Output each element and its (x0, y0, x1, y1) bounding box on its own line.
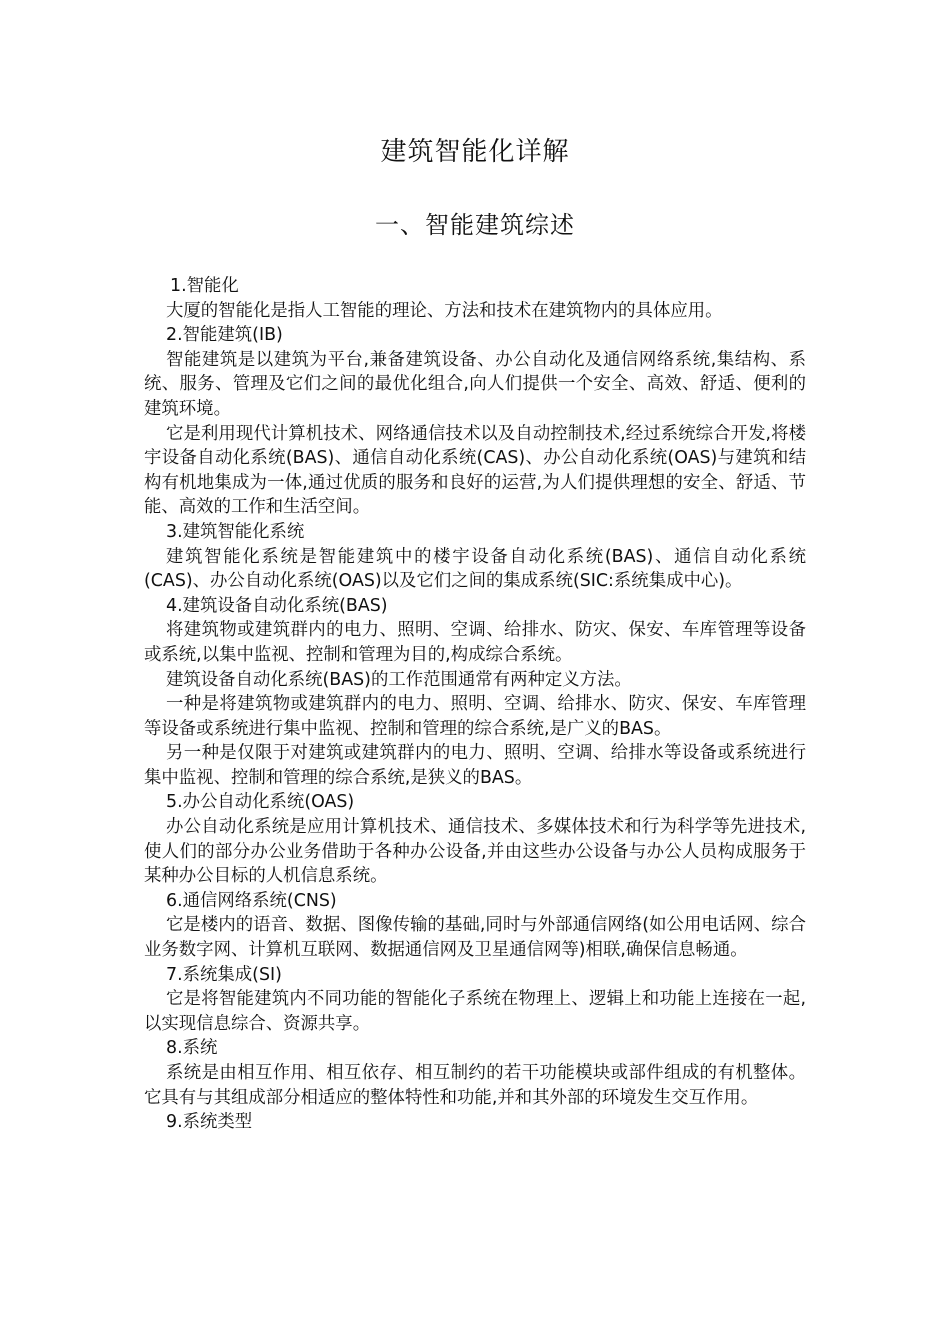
document-title: 建筑智能化详解 (380, 137, 570, 167)
heading-9: 9.系统类型 (166, 1112, 253, 1133)
heading-4: 4.建筑设备自动化系统(BAS) (166, 595, 388, 616)
heading-8: 8.系统 (166, 1038, 218, 1059)
section-title: 一、智能建筑综述 (375, 211, 575, 239)
paragraph: 它是将智能建筑内不同功能的智能化子系统在物理上、逻辑上和功能上连接在一起,以实现信息综合、资源共享。 (144, 989, 806, 1034)
paragraph: 大厦的智能化是指人工智能的理论、方法和技术在建筑物内的具体应用。 (166, 300, 723, 321)
paragraph: 一种是将建筑物或建筑群内的电力、照明、空调、给排水、防灾、保安、车库管理等设备或系统进行集中监视、控制和管理的综合系统,是广义的BAS。 (144, 694, 806, 739)
heading-5: 5.办公自动化系统(OAS) (166, 792, 355, 813)
paragraph: 建筑设备自动化系统(BAS)的工作范围通常有两种定义方法。 (166, 669, 632, 690)
paragraph: 另一种是仅限于对建筑或建筑群内的电力、照明、空调、给排水等设备或系统进行集中监视、控制和管理的综合系统,是狭义的BAS。 (144, 743, 806, 788)
heading-1: 1.智能化 (170, 276, 239, 296)
paragraph: 智能建筑是以建筑为平台,兼备建筑设备、办公自动化及通信网络系统,集结构、系统、服务、管理及它们之间的最优化组合,向人们提供一个安全、高效、舒适、便利的建筑环境。 (144, 349, 806, 419)
paragraph: 它是利用现代计算机技术、网络通信技术以及自动控制技术,经过系统综合开发,将楼宇设备自动化系统(BAS)、通信自动化系统(CAS)、办公自动化系统(OAS)与建筑和结构有机地集成为一体,通过优质的服务和良好的运营,为人们提供理想的安全、舒适、节能、高效的工作和生活空间。 (144, 423, 806, 518)
heading-2: 2.智能建筑(IB) (166, 325, 283, 346)
heading-7: 7.系统集成(SI) (166, 964, 282, 985)
paragraph: 将建筑物或建筑群内的电力、照明、空调、给排水、防灾、保安、车库管理等设备或系统,以集中监视、控制和管理为目的,构成综合系统。 (144, 620, 806, 665)
paragraph: 系统是由相互作用、相互依存、相互制约的若干功能模块或部件组成的有机整体。它具有与其组成部分相适应的整体特性和功能,并和其外部的环境发生交互作用。 (144, 1063, 806, 1108)
paragraph: 它是楼内的语音、数据、图像传输的基础,同时与外部通信网络(如公用电话网、综合业务数字网、计算机互联网、数据通信网及卫星通信网等)相联,确保信息畅通。 (144, 915, 806, 961)
paragraph: 建筑智能化系统是智能建筑中的楼宇设备自动化系统(BAS)、通信自动化系统(CAS)、办公自动化系统(OAS)以及它们之间的集成系统(SIC:系统集成中心)。 (144, 546, 806, 592)
heading-3: 3.建筑智能化系统 (166, 521, 305, 542)
document-body (144, 274, 806, 1135)
paragraph: 办公自动化系统是应用计算机技术、通信技术、多媒体技术和行为科学等先进技术,使人们的部分办公业务借助于各种办公设备,并由这些办公设备与办公人员构成服务于某种办公目标的人机信息系统。 (144, 817, 806, 887)
heading-6: 6.通信网络系统(CNS) (166, 890, 337, 911)
